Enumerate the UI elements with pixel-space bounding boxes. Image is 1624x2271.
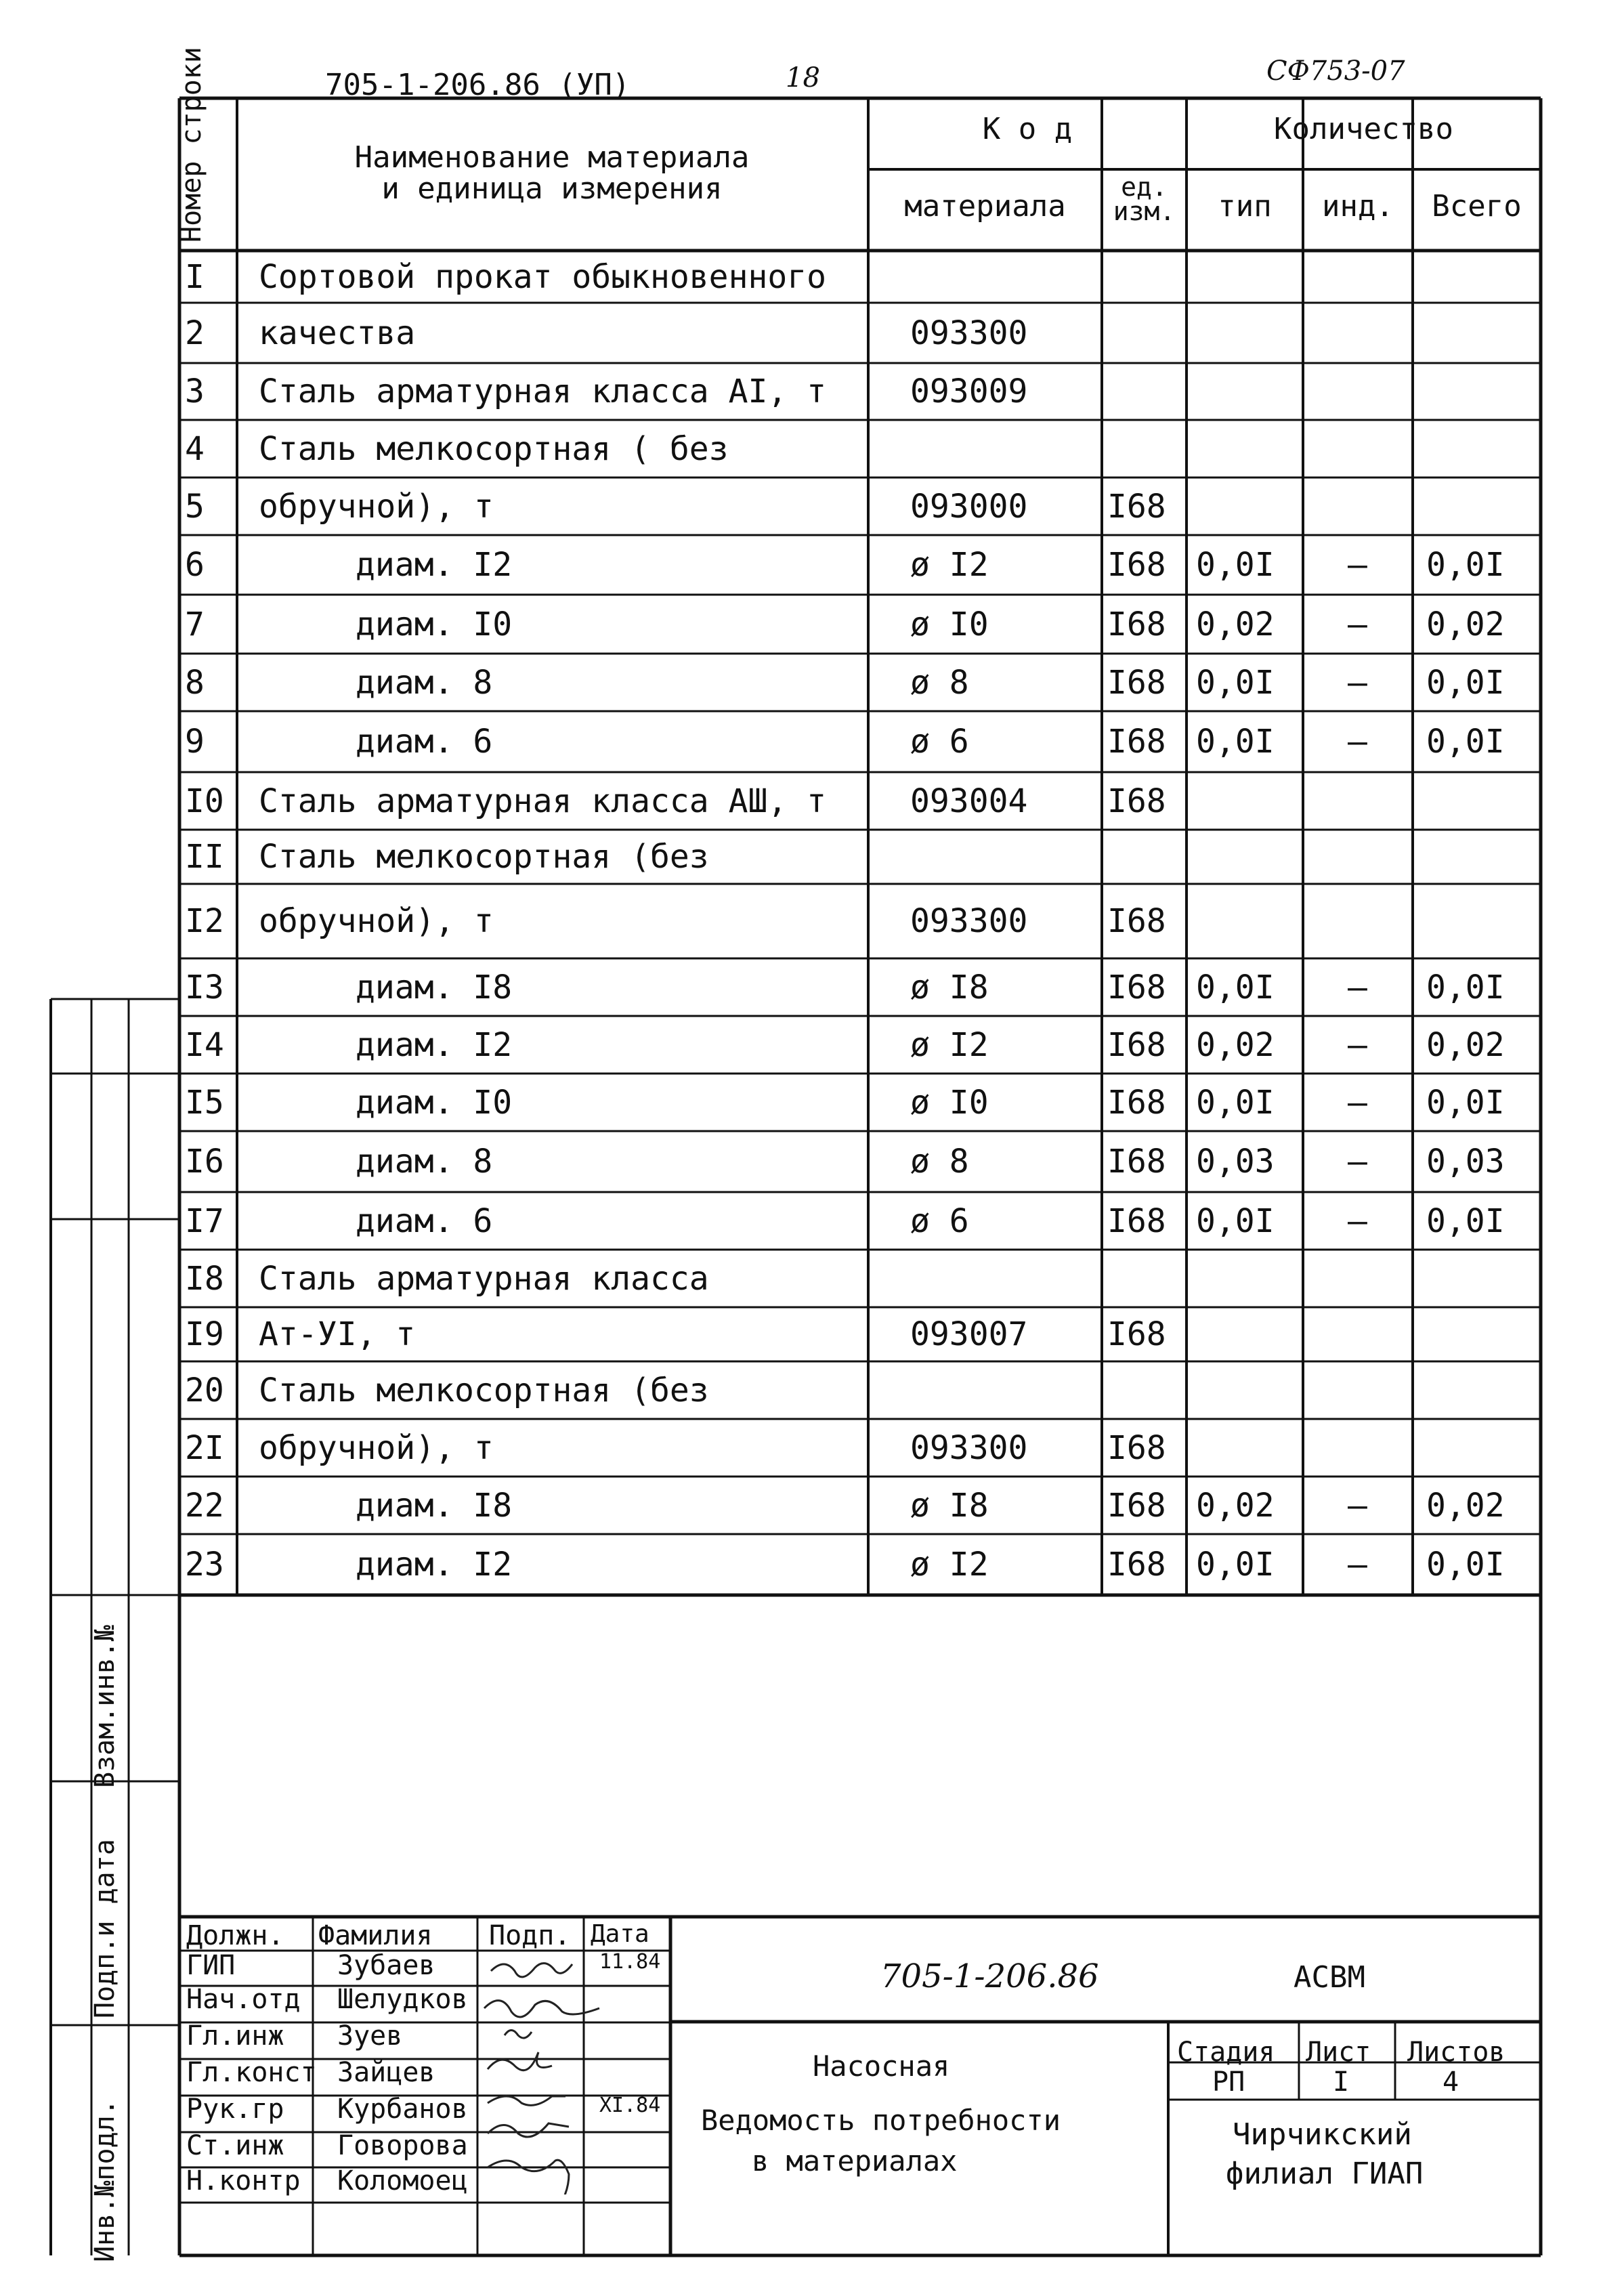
row-number: I6 <box>185 1143 224 1181</box>
staff-position: Гл.инж <box>186 2020 284 2052</box>
row-qty-ind: – <box>1348 1486 1367 1525</box>
row-qty-total: 0,0I <box>1426 663 1505 702</box>
row-unit-code: I68 <box>1107 1546 1166 1584</box>
row-qty-type: 0,0I <box>1196 968 1275 1006</box>
tb-sheet-label: Лист <box>1306 2037 1371 2068</box>
row-material-name: обручной), т <box>259 1428 494 1467</box>
row-number: II <box>185 838 224 876</box>
row-qty-total: 0,0I <box>1426 1083 1505 1122</box>
row-unit-code: I68 <box>1107 1202 1166 1240</box>
row-qty-total: 0,0I <box>1426 723 1505 761</box>
tb-org-line2: филиал ГИАП <box>1226 2157 1424 2191</box>
tb-doc-title-line1: Ведомость потребности <box>701 2104 1061 2137</box>
row-material-name: качества <box>259 314 416 352</box>
staff-position: Ст.инж <box>186 2130 284 2161</box>
row-material-code: ø 8 <box>910 1143 969 1181</box>
row-material-name: диам. 8 <box>356 1143 493 1181</box>
row-number: 5 <box>185 487 205 526</box>
row-number: 20 <box>185 1371 224 1409</box>
staff-position: ГИП <box>186 1950 236 1981</box>
staff-date: 11.84 <box>599 1950 661 1974</box>
row-material-code: ø I0 <box>910 605 989 643</box>
row-unit-code: I68 <box>1107 605 1166 643</box>
row-qty-ind: – <box>1348 663 1367 702</box>
archive-code: СФ753-07 <box>1266 56 1405 87</box>
tb-doc-code: 705-1-206.86 <box>880 1957 1099 1995</box>
header-code-group: К о д <box>982 112 1073 146</box>
row-material-code: ø I8 <box>910 1486 989 1525</box>
row-material-name: Ат-УI, т <box>259 1315 416 1353</box>
row-number: 9 <box>185 723 205 761</box>
row-material-name: диам. I8 <box>356 1486 513 1525</box>
row-qty-ind: – <box>1348 605 1367 643</box>
row-material-code: ø I0 <box>910 1083 989 1122</box>
row-material-name: диам. I0 <box>356 1083 513 1122</box>
staff-position: Н.контр <box>186 2165 301 2196</box>
row-material-code: ø 8 <box>910 663 969 702</box>
row-number: I3 <box>185 968 224 1006</box>
row-material-name: Сталь мелкосортная ( без <box>259 429 729 468</box>
row-number: I4 <box>185 1025 224 1064</box>
row-qty-total: 0,0I <box>1426 546 1505 584</box>
tb-col-signature: Подп. <box>489 1920 571 1951</box>
row-qty-type: 0,0I <box>1196 723 1275 761</box>
side-label-inv-podl: Инв.№подл. <box>89 2099 121 2262</box>
row-qty-ind: – <box>1348 968 1367 1006</box>
row-number: 4 <box>185 429 205 468</box>
staff-surname: Говорова <box>337 2130 468 2161</box>
header-qty-total: Всего <box>1432 189 1522 224</box>
row-unit-code: I68 <box>1107 546 1166 584</box>
row-material-name: диам. I2 <box>356 546 513 584</box>
tb-doc-mark: АСВМ <box>1294 1960 1365 1995</box>
row-qty-type: 0,0I <box>1196 546 1275 584</box>
row-qty-ind: – <box>1348 1083 1367 1122</box>
row-qty-ind: – <box>1348 1546 1367 1584</box>
row-qty-total: 0,02 <box>1426 605 1505 643</box>
row-material-name: Сталь арматурная класса <box>259 1259 709 1298</box>
row-number: 2 <box>185 314 205 352</box>
row-qty-total: 0,0I <box>1426 968 1505 1006</box>
header-quantity-group: Количество <box>1274 112 1453 146</box>
row-number: 2I <box>185 1428 224 1467</box>
row-material-name: диам. I0 <box>356 605 513 643</box>
row-unit-code: I68 <box>1107 723 1166 761</box>
row-material-name: диам. 8 <box>356 663 493 702</box>
row-material-code: 093300 <box>910 902 1028 940</box>
row-material-name: диам. 6 <box>356 1202 493 1240</box>
row-material-name: Сталь арматурная класса АШ, т <box>259 782 827 820</box>
row-material-code: ø 6 <box>910 723 969 761</box>
signatures-image <box>477 1951 681 2194</box>
row-qty-ind: – <box>1348 1025 1367 1064</box>
staff-surname: Шелудков <box>337 1984 468 2015</box>
row-qty-type: 0,0I <box>1196 1202 1275 1240</box>
row-qty-type: 0,0I <box>1196 1546 1275 1584</box>
row-material-code: 093300 <box>910 1428 1028 1467</box>
row-unit-code: I68 <box>1107 1315 1166 1353</box>
staff-position: Гл.конст <box>186 2057 317 2088</box>
tb-sheet-value: I <box>1333 2066 1350 2098</box>
row-material-name: Сталь мелкосортная (без <box>259 838 709 876</box>
row-unit-code: I68 <box>1107 1025 1166 1064</box>
row-number: 6 <box>185 546 205 584</box>
side-label-vzam-inv: Взам.инв.№ <box>89 1625 121 1788</box>
row-material-code: ø 6 <box>910 1202 969 1240</box>
row-material-code: 093300 <box>910 314 1028 352</box>
header-row-number: Номер строки <box>176 47 207 242</box>
side-label-podp-data: Подп.и дата <box>89 1839 121 2018</box>
row-number: I7 <box>185 1202 224 1240</box>
staff-position: Нач.отд <box>186 1984 301 2015</box>
tb-object-name: Насосная <box>813 2050 950 2083</box>
row-qty-total: 0,0I <box>1426 1202 1505 1240</box>
row-material-code: ø I2 <box>910 1546 989 1584</box>
row-number: I5 <box>185 1083 224 1122</box>
row-qty-type: 0,03 <box>1196 1143 1275 1181</box>
staff-surname: Зайцев <box>337 2057 435 2088</box>
tb-doc-title-line2: в материалах <box>752 2144 958 2178</box>
row-qty-total: 0,03 <box>1426 1143 1505 1181</box>
row-number: I2 <box>185 902 224 940</box>
row-unit-code: I68 <box>1107 1083 1166 1122</box>
row-material-name: обручной), т <box>259 487 494 526</box>
staff-surname: Зуев <box>337 2020 403 2052</box>
row-material-code: 093004 <box>910 782 1028 820</box>
row-material-code: ø I2 <box>910 1025 989 1064</box>
row-material-code: 093000 <box>910 487 1028 526</box>
row-qty-type: 0,0I <box>1196 1083 1275 1122</box>
row-material-name: Сталь арматурная класса АI, т <box>259 373 827 410</box>
header-qty-type: тип <box>1218 189 1272 224</box>
row-unit-code: I68 <box>1107 663 1166 702</box>
tb-stage-label: Стадия <box>1177 2037 1275 2068</box>
row-unit-code: I68 <box>1107 968 1166 1006</box>
staff-date: XI.84 <box>599 2094 661 2117</box>
staff-position: Рук.гр <box>186 2094 284 2125</box>
header-code-unit: ед. изм. <box>1113 172 1176 227</box>
row-number: 8 <box>185 663 205 702</box>
row-material-name: Сталь мелкосортная (без <box>259 1371 709 1409</box>
tb-sheets-label: Листов <box>1407 2037 1505 2068</box>
row-number: I9 <box>185 1315 224 1353</box>
row-qty-ind: – <box>1348 1143 1367 1181</box>
row-number: I <box>185 257 205 296</box>
staff-surname: Курбанов <box>337 2094 468 2125</box>
row-number: 23 <box>185 1546 224 1584</box>
row-material-name: диам. I8 <box>356 968 513 1006</box>
row-qty-total: 0,02 <box>1426 1486 1505 1525</box>
row-unit-code: I68 <box>1107 487 1166 526</box>
row-material-name: диам. I2 <box>356 1025 513 1064</box>
tb-stage-value: РП <box>1212 2066 1245 2098</box>
row-qty-total: 0,0I <box>1426 1546 1505 1584</box>
staff-surname: Зубаев <box>337 1950 435 1981</box>
row-unit-code: I68 <box>1107 1428 1166 1467</box>
row-material-name: диам. 6 <box>356 723 493 761</box>
row-qty-ind: – <box>1348 546 1367 584</box>
row-number: I8 <box>185 1259 224 1298</box>
tb-col-date: Дата <box>591 1920 649 1948</box>
row-number: 3 <box>185 373 205 410</box>
header-material-name: Наименование материала и единица измерения <box>354 140 750 207</box>
row-qty-type: 0,02 <box>1196 1486 1275 1525</box>
tb-org-line1: Чирчикский <box>1233 2117 1412 2152</box>
row-qty-type: 0,02 <box>1196 605 1275 643</box>
row-material-code: 093007 <box>910 1315 1028 1353</box>
row-qty-total: 0,02 <box>1426 1025 1505 1064</box>
tb-col-surname: Фамилия <box>318 1920 433 1951</box>
row-material-code: ø I8 <box>910 968 989 1006</box>
row-qty-ind: – <box>1348 1202 1367 1240</box>
row-material-name: обручной), т <box>259 902 494 940</box>
row-unit-code: I68 <box>1107 902 1166 940</box>
tb-col-position: Должн. <box>186 1920 284 1951</box>
page-number: 18 <box>786 62 820 93</box>
row-material-name: Сортовой прокат обыкновенного <box>259 257 827 296</box>
tb-sheets-value: 4 <box>1443 2066 1459 2098</box>
row-material-name: диам. I2 <box>356 1546 513 1584</box>
row-unit-code: I68 <box>1107 1143 1166 1181</box>
header-code-material: материала <box>904 189 1066 224</box>
row-material-code: ø I2 <box>910 546 989 584</box>
row-number: 22 <box>185 1486 224 1525</box>
row-number: 7 <box>185 605 205 643</box>
header-qty-ind: инд. <box>1322 189 1394 224</box>
row-number: I0 <box>185 782 224 820</box>
row-qty-ind: – <box>1348 723 1367 761</box>
top-document-code: 705-1-206.86 (УП) <box>325 68 631 102</box>
row-unit-code: I68 <box>1107 1486 1166 1525</box>
staff-surname: Коломоец <box>337 2165 468 2196</box>
row-material-code: 093009 <box>910 373 1028 410</box>
row-qty-type: 0,02 <box>1196 1025 1275 1064</box>
row-unit-code: I68 <box>1107 782 1166 820</box>
row-qty-type: 0,0I <box>1196 663 1275 702</box>
